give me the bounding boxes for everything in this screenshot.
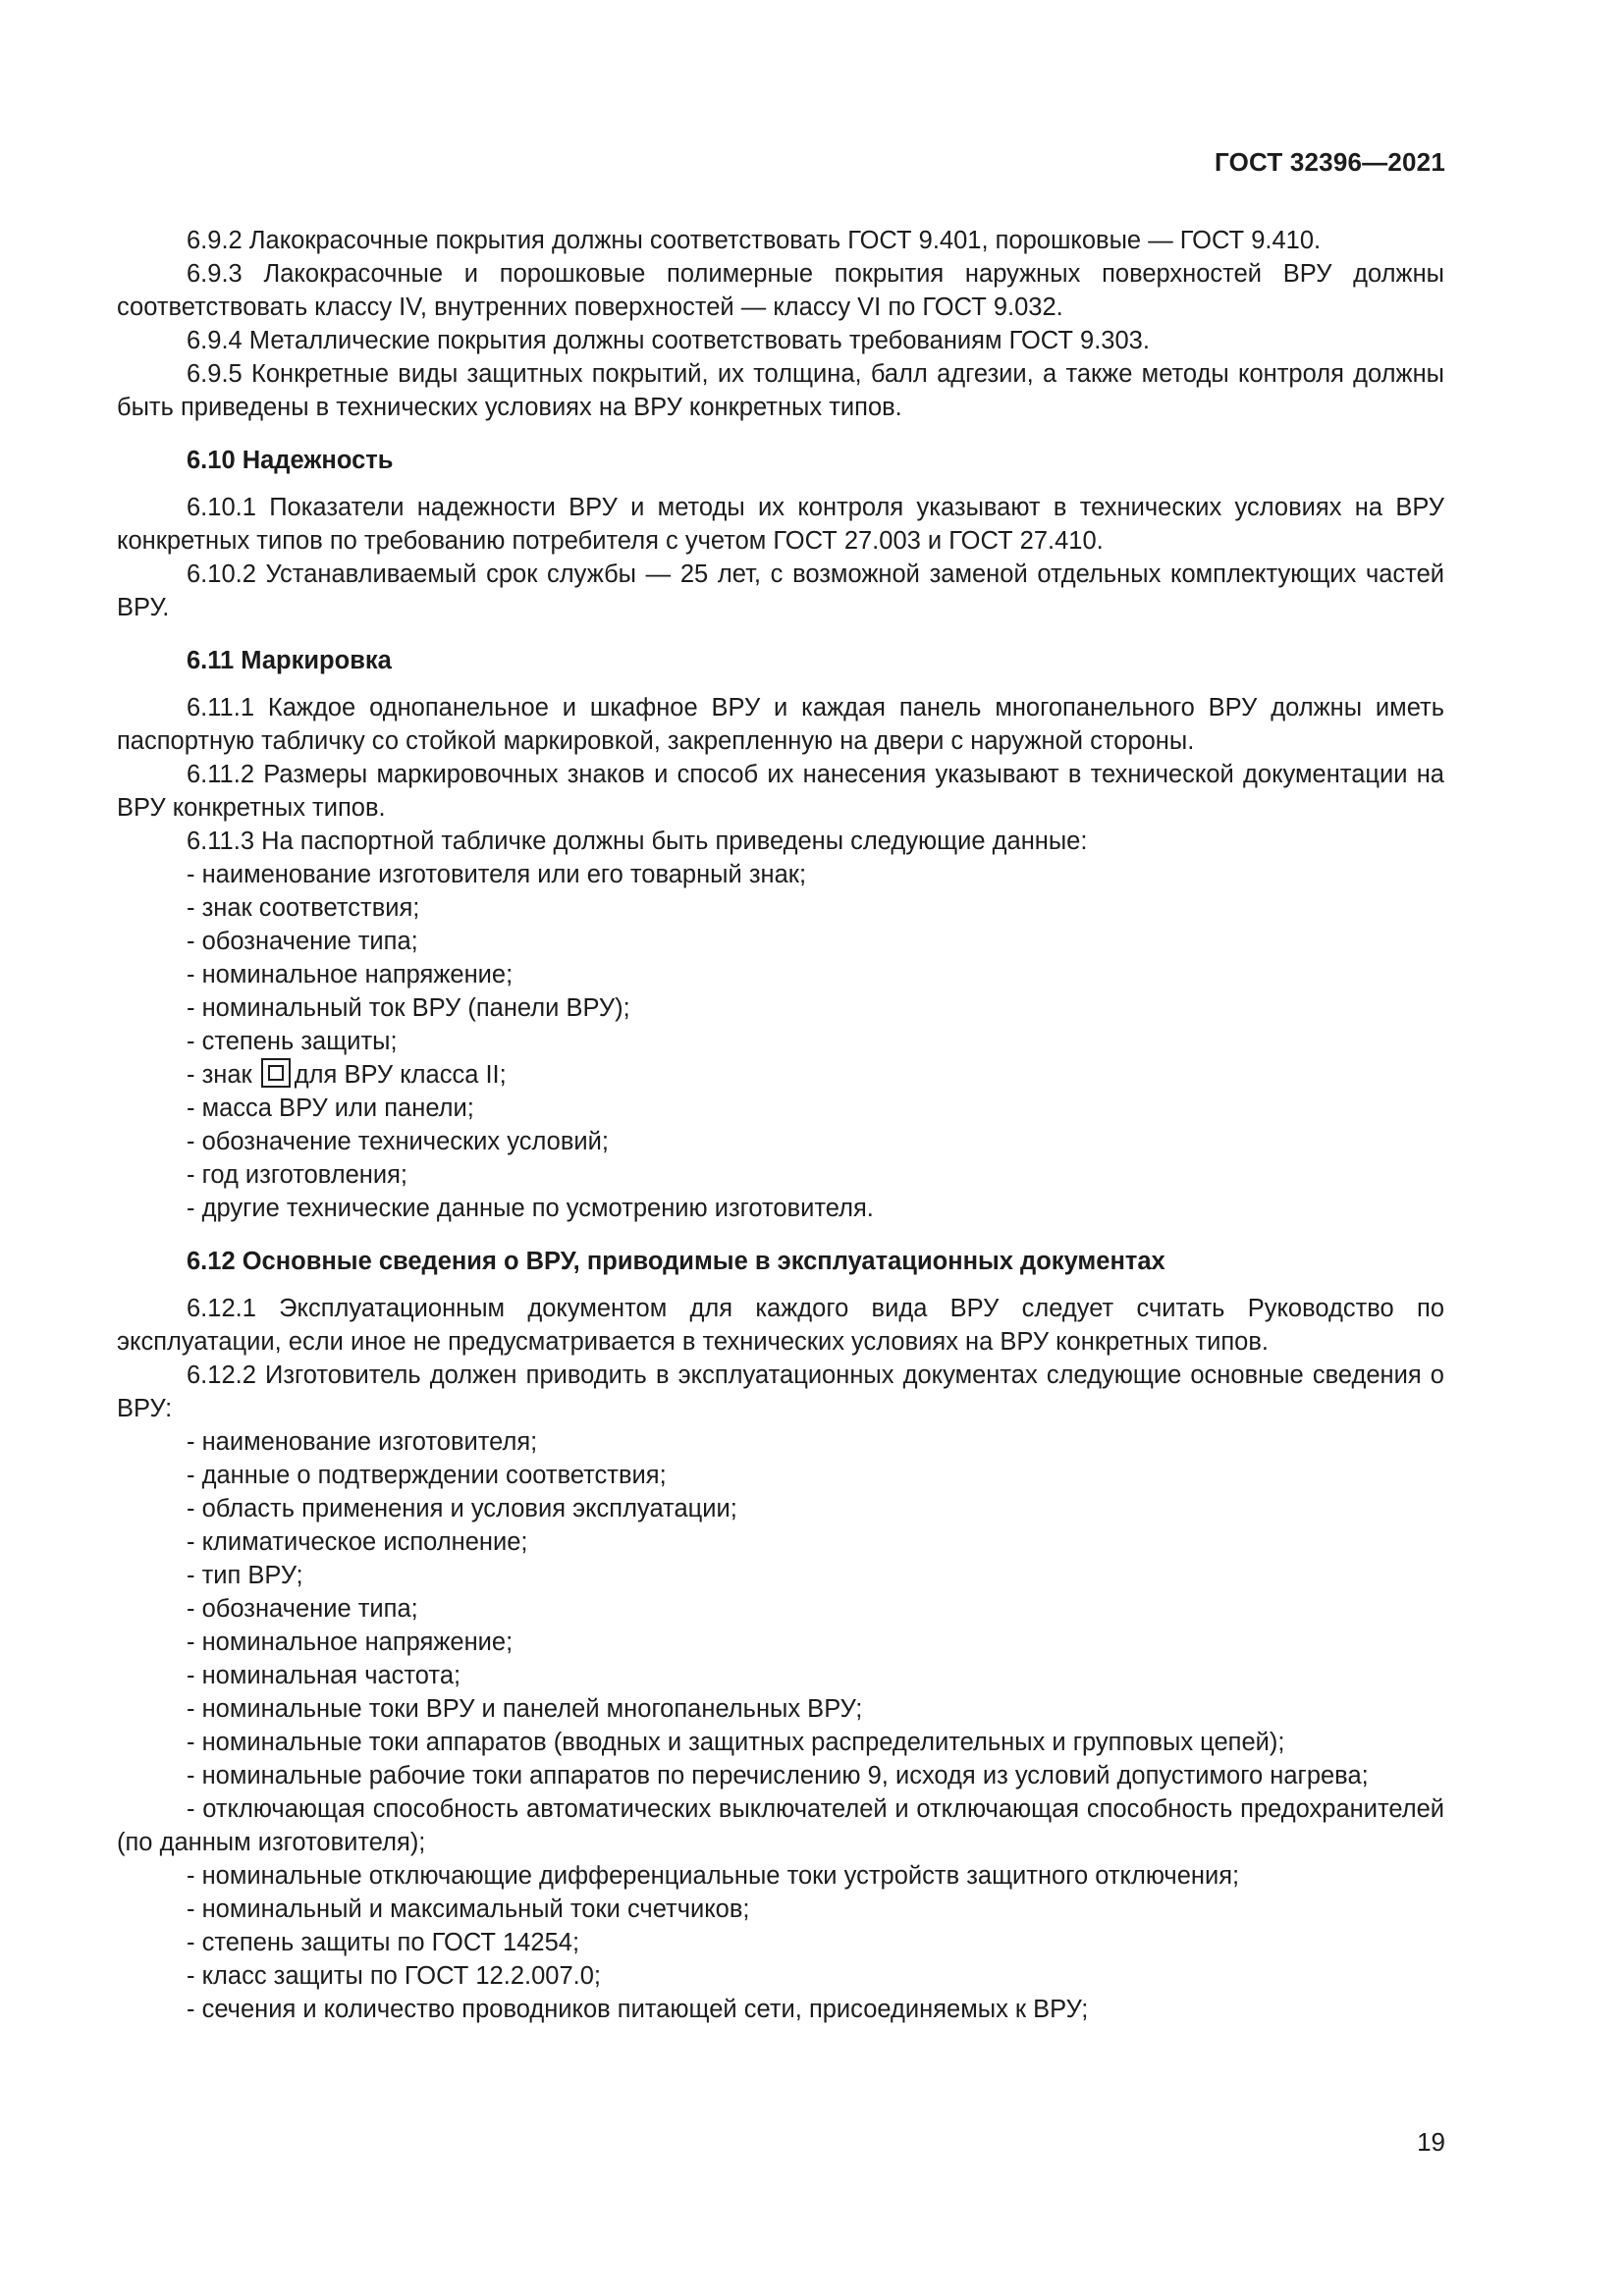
list-item: - номинальные рабочие токи аппаратов по перечислению 9, исходя из условий допустимого нагрева; [187,1762,1369,1789]
list-item: - обозначение типа; [187,1595,418,1623]
list-item: - степень защиты по ГОСТ 14254; [187,1929,580,1956]
list-item: - номинальный и максимальный токи счетчиков; [187,1896,750,1923]
list-item: - знак соответствия; [187,894,420,922]
list-item: - область применения и условия эксплуатации; [187,1495,737,1522]
clause-6-11-2: 6.11.2 Размеры маркировочных знаков и способ их нанесения указывают в технической документации на ВРУ конкретных типов. [117,761,1444,822]
operational-data-list [117,1425,1444,2026]
sign-item-suffix: для ВРУ класса II; [294,1061,507,1089]
list-item: - номинальный ток ВРУ (панели ВРУ); [187,994,630,1022]
clause-6-11-3: 6.11.3 На паспортной табличке должны быть приведены следующие данные: [187,828,1088,855]
list-item: - тип ВРУ; [187,1562,303,1589]
heading-6-10: 6.10 Надежность [187,447,394,474]
list-item: - наименование изготовителя; [187,1428,538,1456]
list-item: - обозначение технических условий; [187,1128,609,1155]
list-item: - номинальная частота; [187,1662,461,1689]
page-number: 19 [1417,2127,1445,2157]
clause-6-9-2: 6.9.2 Лакокрасочные покрытия должны соответствовать ГОСТ 9.401, порошковые — ГОСТ 9.410. [187,227,1322,254]
list-item: - номинальные токи ВРУ и панелей многопанельных ВРУ; [187,1695,863,1723]
clause-6-9-4: 6.9.4 Металлические покрытия должны соответствовать требованиям ГОСТ 9.303. [187,327,1150,354]
heading-6-12: 6.12 Основные сведения о ВРУ, приводимые в эксплуатационных документах [187,1248,1165,1275]
clause-6-9-3: 6.9.3 Лакокрасочные и порошковые полимерные покрытия наружных поверхностей ВРУ должны соответствовать классу IV, внутренних поверхностей — классу VI по ГОСТ 9.032. [117,260,1444,321]
list-item: - наименование изготовителя или его товарный знак; [187,861,807,888]
clause-6-9-5: 6.9.5 Конкретные виды защитных покрытий, их толщина, балл адгезии, а также методы контроля должны быть приведены в технических условиях на ВРУ конкретных типов. [117,360,1444,421]
list-item-class-ii-sign [117,1058,1444,1092]
heading-6-11: 6.11 Маркировка [187,647,392,674]
clause-6-12-2: 6.12.2 Изготовитель должен приводить в эксплуатационных документах следующие основные сведения о ВРУ: [117,1362,1444,1422]
list-item: - данные о подтверждении соответствия; [187,1462,667,1489]
list-item: - климатическое исполнение; [187,1528,528,1556]
double-insulation-icon [261,1058,291,1088]
page-body [117,224,1444,2026]
list-item: - другие технические данные по усмотрению изготовителя. [187,1195,874,1222]
list-item: - год изготовления; [187,1161,408,1189]
list-item: - отключающая способность автоматических выключателей и отключающая способность предохранителей (по данным изготовителя); [117,1795,1444,1856]
list-item: - класс защиты по ГОСТ 12.2.007.0; [187,1962,601,1990]
list-item: - номинальное напряжение; [187,1629,514,1656]
clause-6-12-1: 6.12.1 Эксплуатационным документом для каждого вида ВРУ следует считать Руководство по эксплуатации, если иное не предусматривается в технических условиях на ВРУ конкретных типов. [117,1295,1444,1356]
clause-6-10-2: 6.10.2 Устанавливаемый срок службы — 25 лет, с возможной заменой отдельных комплектующих частей ВРУ. [117,561,1444,621]
clause-6-11-1: 6.11.1 Каждое однопанельное и шкафное ВРУ и каждая панель многопанельного ВРУ должны иметь паспортную табличку со стойкой маркировкой, закрепленную на двери с наружной стороны. [117,694,1444,755]
list-item: - сечения и количество проводников питающей сети, присоединяемых к ВРУ; [187,1996,1089,2023]
sign-item-prefix: - знак [187,1061,252,1089]
list-item: - обозначение типа; [187,928,418,955]
list-item: - масса ВРУ или панели; [187,1095,474,1122]
document-number: ГОСТ 32396—2021 [1215,147,1445,177]
list-item: - номинальные отключающие дифференциальные токи устройств защитного отключения; [187,1862,1240,1890]
list-item: - номинальное напряжение; [187,961,514,988]
list-item: - номинальные токи аппаратов (вводных и защитных распределительных и групповых цепей); [187,1729,1285,1756]
list-item: - степень защиты; [187,1028,398,1055]
label-data-list [117,858,1444,1225]
clause-6-10-1: 6.10.1 Показатели надежности ВРУ и методы их контроля указывают в технических условиях на ВРУ конкретных типов по требованию потребителя с учетом ГОСТ 27.003 и ГОСТ 27.410. [117,494,1444,555]
